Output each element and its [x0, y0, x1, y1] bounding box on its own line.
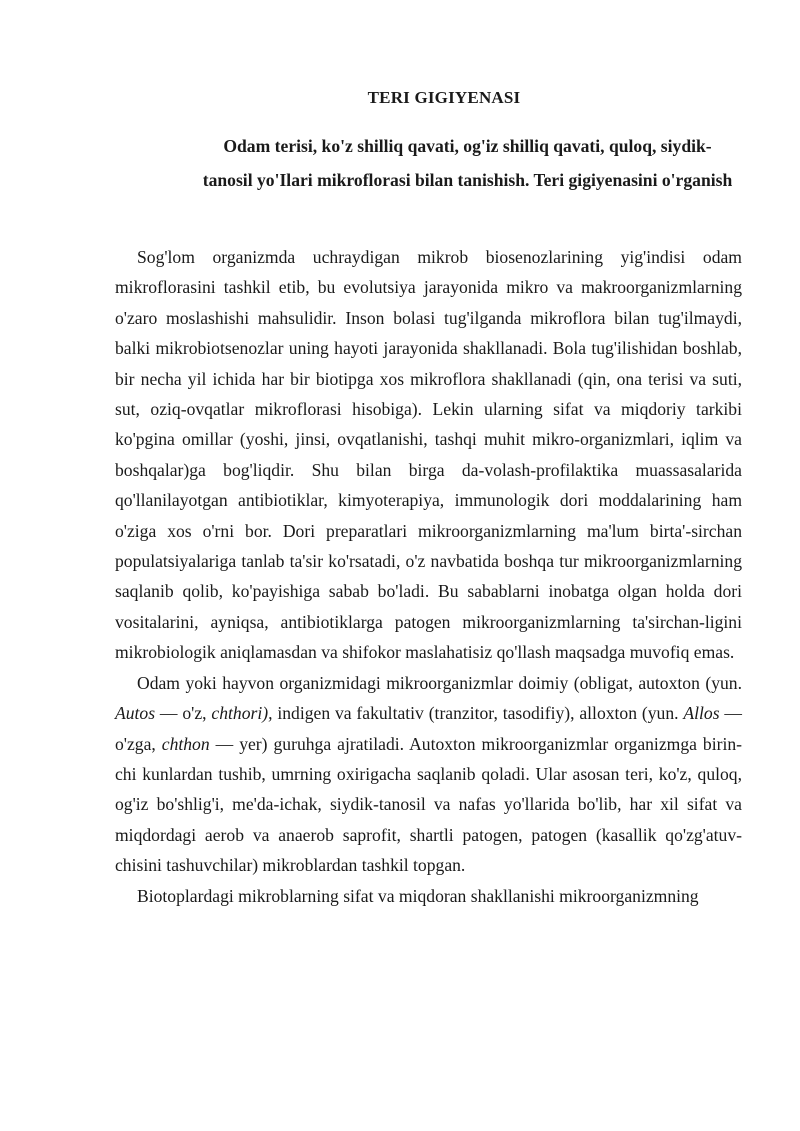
paragraph-2-text: indigen va fakultativ (tranzitor, tasodifiy), alloxton (yun.: [272, 703, 684, 724]
paragraph-1: Sog'lom organizmda uchraydigan mikrob biosenozlarining yig'indisi odam mikroflorasini tashkil etib, bu evolutsiya jarayonida mikro va makroorganizmlarning o'zaro moslashishi mahsulidir. Inson bolasi tug'ilganda mikroflora bilan tug'ilmaydi, balki mikrobiotsenozlar uning hayoti jarayonida shakllanadi. Bola tug'ilishidan boshlab, bir necha yil ichida har bir biotipga xos mikroflora shakllanadi (qin, ona terisi va suti, sut, oziq-ovqatlar mikroflorasi hisobiga). Lekin ularning sifat va miqdoriy tarkibi ko'pgina omillar (yoshi, jinsi, ovqatlanishi, tashqi muhit mikro-organizmlari, iqlim va boshqalar)ga bog'liqdir. Shu bilan birga da-volash-profilaktika muassasalarida qo'llanilayotgan antibiotiklar, kimyoterapiya, immunologik dori moddalarining ham o'ziga xos o'rni bor. Dori preparatlari mikroorganizmlarning ma'lum birta'-sirchan populatsiyalariga tanlab ta'sir ko'rsatadi, o'z navbatida boshqa tur mikroorganizmlarning saqlanib qolib, ko'payishiga sabab bo'ladi. Bu sabablarni inobatga olgan holda dori vositalarini, ayniqsa, antibiotiklarga patogen mikroorganizmlarning ta'sirchan-ligini mikrobiologik aniqlamasdan va shifokor maslahatisiz qo'llash maqsadga muvofiq emas.: [115, 247, 742, 663]
paragraph-2-text: — yer) guruhga ajratiladi. Autoxton mikroorganizmlar organizmga birin-chi kunlardan tushib, umrning oxirigacha saqlanib qoladi. Ular asosan teri, ko'z, quloq, og'iz bo'shlig'i, me'da-ichak, siydik-tanosil va nafas yo'llarida bo'lib, har xil sifat va miqdordagi aerob va anaerob saprofit, shartli patogen, patogen (kasallik qo'zg'atuv-chisini tashuvchilar) mikroblardan tashkil topgan.: [115, 733, 742, 876]
term-chthori: chthori),: [211, 703, 273, 724]
document-title: TERI GIGIYENASI: [367, 88, 521, 107]
document-body: [115, 242, 742, 911]
paragraph-2: [115, 668, 742, 881]
term-allos: Allos: [683, 703, 720, 724]
document-subtitle: Odam terisi, ko'z shilliq qavati, og'iz shilliq qavati, quloq, siydik-tanosil yo'Ilari mikroflorasi bilan tanishish. Teri gigiyenasini o'rganish: [202, 136, 733, 190]
paragraph-2-text: — o'z,: [155, 703, 212, 724]
paragraph-2-text: — o'zga,: [115, 703, 742, 754]
term-chthon: chthon: [161, 733, 210, 754]
paragraph-3: Biotoplardagi mikroblarning sifat va miqdoran shakllanishi mikroorganizmning: [137, 885, 699, 906]
term-autos: Autos: [115, 703, 156, 724]
paragraph-2-text: Odam yoki hayvon organizmidagi mikroorganizmlar doimiy (obligat, autoxton (yun.: [137, 672, 742, 693]
